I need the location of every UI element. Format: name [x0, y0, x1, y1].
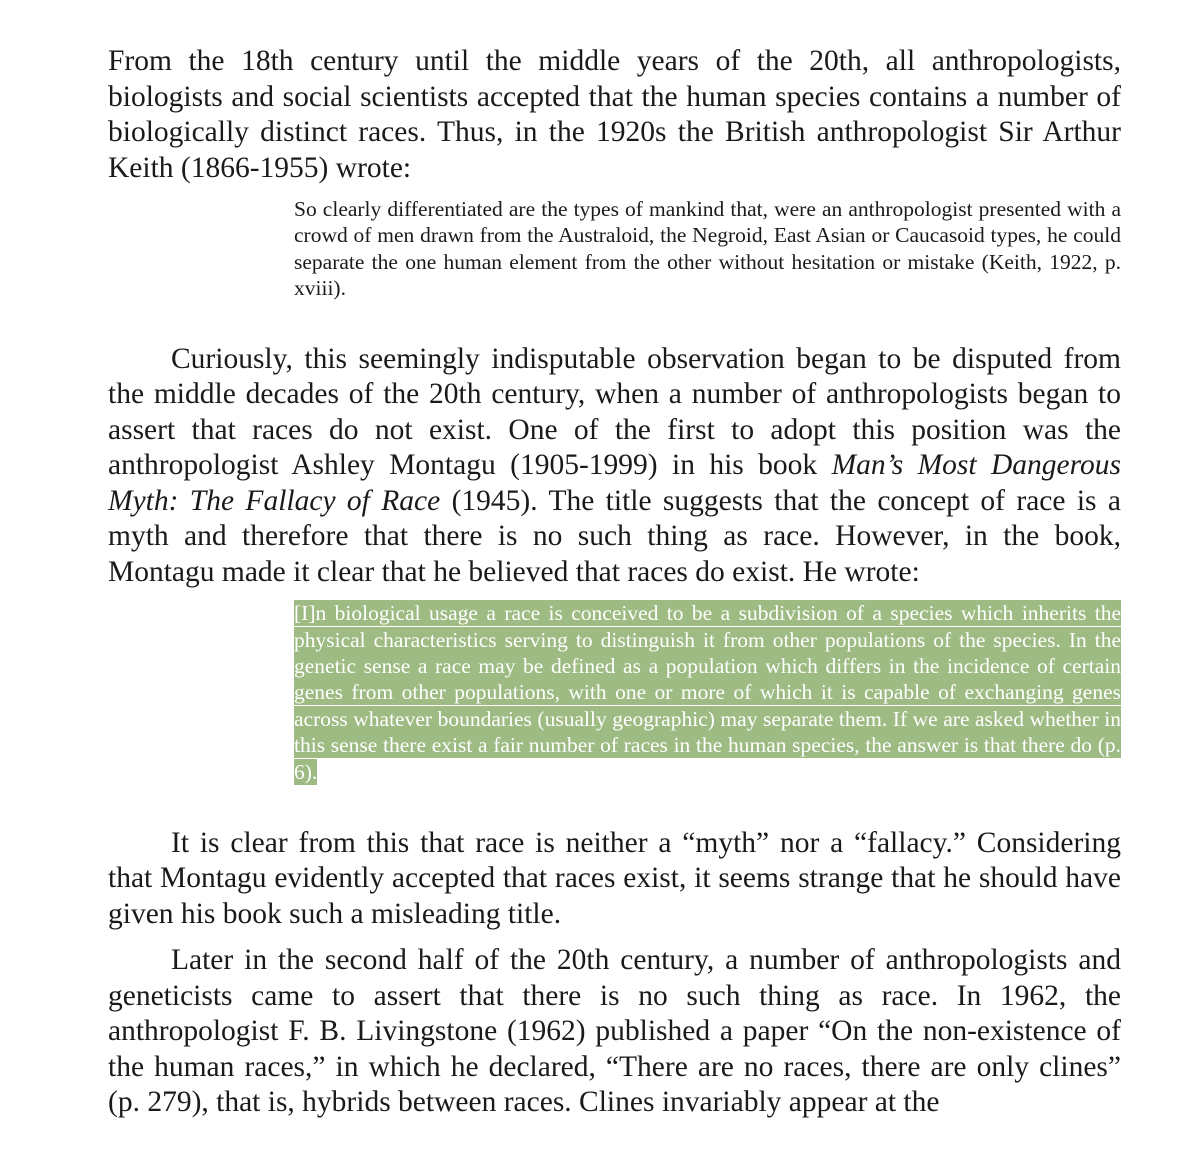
paragraph-1: From the 18th century until the middle years of the 20th, all anthropologists, biologists and social scientists accepted that the human species contains a number of biologically distinct races. Thus, in the 1920s the British anthropologist Sir Arthur Keith (1866-1955) wrote:: [108, 45, 1121, 184]
book-title: Man’s Most Dangerous Myth: The Fallacy of Race: [108, 449, 1121, 517]
block-quote-keith: So clearly differentiated are the types of mankind that, were an anthropologist presented with a crowd of men drawn from the Australoid, the Negroid, East Asian or Caucasoid types, he could separate the one human element from the other without hesitation or mistake (Keith, 1922, p. xviii).: [294, 197, 1121, 301]
block-quote-montagu[interactable]: [294, 600, 1121, 785]
paragraph-2-end: (1945). The title suggests that the concept of race is a myth and therefore that there is no such thing as race. However, in the book, Montagu made it clear that he believed that races do exist. He wrote:: [108, 484, 1121, 588]
paragraph-2: [108, 342, 1121, 591]
highlighted-selection[interactable]: [I]n biological usage a race is conceived to be a subdivision of a species which inherits the physical characteristics serving to distinguish it from other populations of the species. In the genetic sense a race may be defined as a population which differs in the incidence of certain genes from other populations, with one or more of which it is capable of exchanging genes across whatever boundaries (usually geographic) may separate them. If we are asked whether in this sense there exist a fair number of races in the human species, the answer is that there do (p. 6).: [294, 601, 1121, 784]
paragraph-3: It is clear from this that race is neither a “myth” nor a “fallacy.” Considering that Montagu evidently accepted that races exist, it seems strange that he should have given his book such a misleading title.: [108, 826, 1121, 930]
paragraph-4: Later in the second half of the 20th century, a number of anthropologists and geneticists came to assert that there is no such thing as race. In 1962, the anthropologist F. B. Livingstone (1962) published a paper “On the non-existence of the human races,” in which he declared, “There are no races, there are only clines” (p. 279), that is, hybrids between races. Clines invariably appear at the: [108, 944, 1121, 1119]
document-page: [108, 44, 1121, 1121]
paragraph-2-start: Curiously, this seemingly indisputable observation began to be disputed from the middle decades of the 20th century, when a number of anthropologists began to assert that races do not exist. One of the first to adopt this position was the anthropologist Ashley Montagu (1905-1999) in his book: [108, 342, 1121, 482]
paragraph-spacer: [108, 932, 1121, 943]
